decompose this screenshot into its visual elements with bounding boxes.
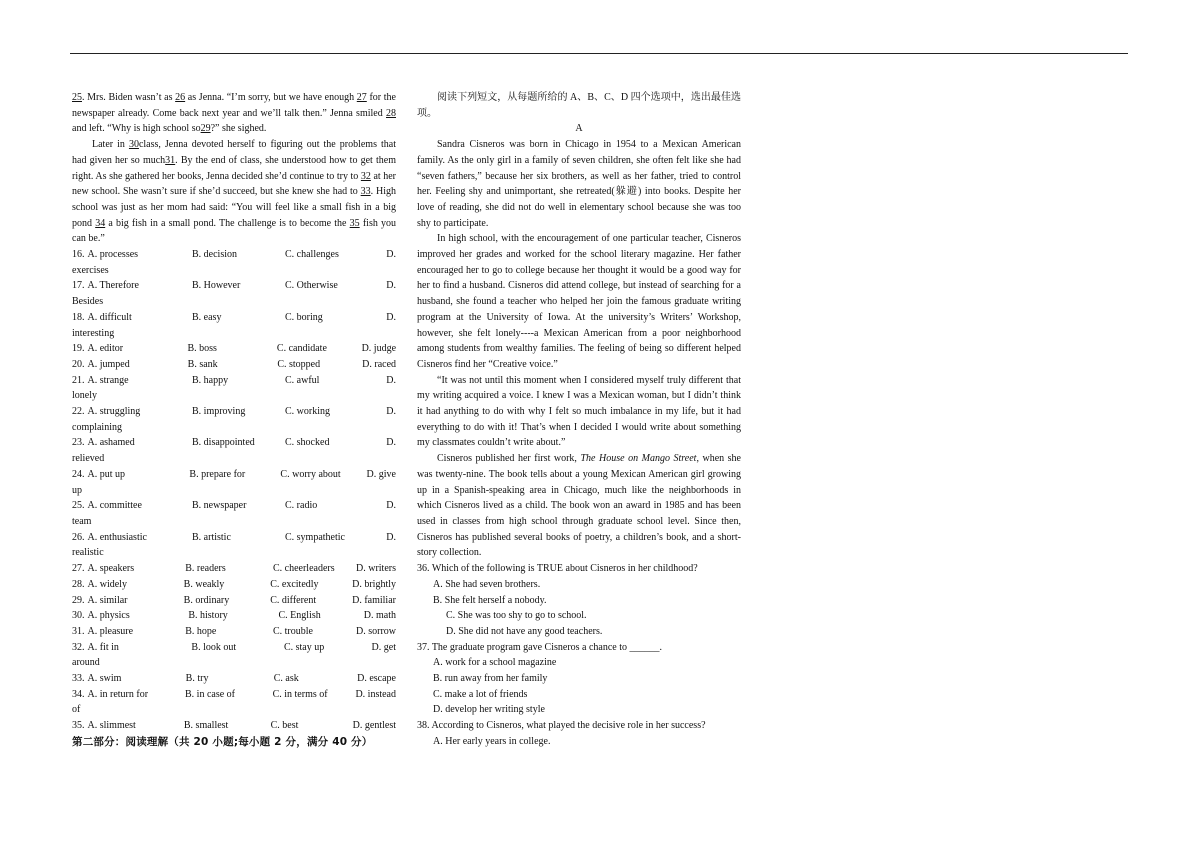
option-c[interactable]: C. best [270,720,299,732]
option-b[interactable]: B. improving [192,406,246,418]
option-a[interactable]: A. enthusiastic [87,531,147,543]
option-number: 20. [72,358,85,370]
option-d-continued[interactable]: lonely [72,390,97,402]
option-row [72,577,396,593]
option-number: 33. [72,673,85,685]
option-d-continued[interactable]: up [72,484,82,496]
question-37: 37. The graduate program gave Cisneros a chance to ______. [417,641,663,653]
option-d[interactable]: D. math [363,610,397,622]
option-c[interactable]: C. worry about [280,468,341,480]
option-b[interactable]: B. readers [185,563,226,575]
q37-choice-c[interactable]: C. make a lot of friends [433,688,528,700]
right-column [417,90,741,750]
option-c[interactable]: C. English [278,610,321,622]
option-row [72,718,396,734]
option-c[interactable]: C. shocked [285,437,330,449]
q36-choice-d[interactable]: D. She did not have any good teachers. [446,625,603,637]
section-heading: 第二部分：阅读理解（共 20 小题;每小题 2 分，满分 40 分） [72,735,373,748]
option-d-continued[interactable]: realistic [72,547,104,559]
option-c[interactable]: C. excitedly [270,578,319,590]
option-a[interactable]: A. editor [87,343,124,355]
option-number: 25. [72,500,85,512]
option-d[interactable]: D. gentlest [352,720,396,732]
q37-choice-a[interactable]: A. work for a school magazine [433,657,557,669]
option-a[interactable]: A. similar [87,594,128,606]
cloze-options-list [72,247,396,734]
option-b[interactable]: B. easy [192,311,222,323]
option-c[interactable]: C. stay up [283,641,325,653]
option-d[interactable]: D. writers [356,563,396,575]
option-a[interactable]: A. strange [87,374,129,386]
option-d-continued[interactable]: complaining [72,421,122,433]
option-number: 31. [72,625,85,637]
option-c[interactable]: C. ask [273,673,299,685]
option-d[interactable]: D. escape [357,673,396,685]
left-column [72,90,396,751]
option-d[interactable]: D. [386,531,396,543]
option-d[interactable]: D. [386,249,396,261]
option-number: 27. [72,563,85,575]
option-number: 30. [72,610,85,622]
option-c[interactable]: C. awful [285,374,320,386]
option-d[interactable]: D. sorrow [356,625,396,637]
option-c[interactable]: C. boring [285,311,323,323]
option-a[interactable]: A. difficult [87,311,132,323]
option-row [72,435,396,451]
option-row [72,530,396,546]
option-a[interactable]: A. put up [87,468,125,480]
option-d[interactable]: D. [386,311,396,323]
passage-paragraph-2: Later in 30class, Jenna devoted herself to figuring out the problems that had given her so much31. By the end of class, she understood how to get them right. As she gathered her books, Jenna decided she’d continue to try to 32 at her new school. She wasn’t sure if she’d succeed, but she knew she had to 33. High school was just as her mom had said: “You will feel like a small fish in a big pond 34 a big fish in a small pond. The challenge is to become the 35 fish you can be.” [72,139,397,245]
option-b[interactable]: B. ordinary [183,594,230,606]
option-row [72,687,396,703]
option-b[interactable]: B. smallest [183,720,229,732]
option-row [72,467,396,483]
option-d[interactable]: D. brightly [352,578,396,590]
option-d[interactable]: D. [386,406,396,418]
option-c[interactable]: C. different [270,594,317,606]
option-row [72,640,396,656]
option-d-continued[interactable]: around [72,657,100,669]
reading-paragraph-3: “It was not until this moment when I considered myself truly different that my writing acquired a voice. I knew I was a Mexican woman, but I didn’t think it had anything to do with why I felt so much imbalance in my life, but it had everything to do with it! That’s when I decided I would write about something my classmates couldn’t write about.” [417,374,741,449]
option-d-continued[interactable]: of [72,704,81,716]
reading-instruction: 阅读下列短文，从每题所给的 A、B、C、D 四个选项中，选出最佳选项。 [417,92,741,119]
option-b[interactable]: B. prepare for [189,468,246,480]
option-b[interactable]: B. hope [185,625,217,637]
option-d[interactable]: D. raced [362,358,397,370]
option-a[interactable]: A. struggling [87,406,141,418]
option-b[interactable]: B. boss [187,343,217,355]
option-row [72,357,396,373]
option-a[interactable]: A. fit in [87,641,119,653]
option-c[interactable]: C. working [285,406,330,418]
option-number: 32. [72,641,85,653]
option-d[interactable]: D. [386,280,396,292]
option-a[interactable]: A. physics [87,610,130,622]
q36-choice-c[interactable]: C. She was too shy to go to school. [446,610,587,622]
option-b[interactable]: B. in case of [185,688,235,700]
option-number: 22. [72,406,85,418]
option-b[interactable]: B. However [192,280,241,292]
option-c[interactable]: C. challenges [285,249,339,261]
option-number: 29. [72,594,85,606]
reading-paragraph-2: In high school, with the encouragement of one particular teacher, Cisneros improved her grades and worked for the school literary magazine. Her father encouraged her to go to college because her thought it would be a good way for her to find a husband. Cisneros did attend college, but instead of searching for a husband, she found a teacher who helped her join the famous graduate writing program at the University of Iowa. At the university’s Writers’ Workshop, however, she felt lonely----a Mexican American from a poor neighborhood among students from wealthy families. The feeling of being so different helped Cisneros find her “Creative voice.” [417,233,741,370]
option-d-continued[interactable]: relieved [72,453,105,465]
option-c[interactable]: C. sympathetic [285,531,345,543]
option-a[interactable]: A. swim [87,673,122,685]
reading-paragraph-4: Cisneros published her first work, The House on Mango Street, when she was twenty-nine. The book tells about a young Mexican American girl growing up in a Spanish-speaking area in Chicago, much like the neighborhoods in which Cisneros lived as a child. The book won an award in 1985 and has been used in classes from high school through graduate school level. Since then, Cisneros has published several books of poetry, a children’s book, and a short-story collection. [417,453,741,559]
option-number: 17. [72,280,85,292]
q37-choice-b[interactable]: B. run away from her family [433,673,548,685]
option-row [72,278,396,294]
option-b[interactable]: B. artistic [192,531,231,543]
reading-paragraph-1: Sandra Cisneros was born in Chicago in 1954 to a Mexican American family. As the only girl in a family of seven children, she often felt like she had “seven fathers,” because her six brothers, as well as her father, tried to control her. Feeling shy and unimportant, she retreated(躲避) into books. Despite her love of reading, she did not do well in elementary school because she was too shy to participate. [417,139,741,229]
option-number: 26. [72,531,85,543]
option-b[interactable]: B. disappointed [192,437,255,449]
q37-choice-d[interactable]: D. develop her writing style [433,704,545,716]
question-38: 38. According to Cisneros, what played the decisive role in her success? [417,720,706,732]
option-row [72,498,396,514]
option-d[interactable]: D. instead [355,688,396,700]
option-d[interactable]: D. give [366,468,396,480]
option-row [72,561,396,577]
option-row [72,624,396,640]
q36-choice-b[interactable]: B. She felt herself a nobody. [433,594,547,606]
option-number: 21. [72,374,85,386]
option-c[interactable]: C. in terms of [272,688,328,700]
option-d[interactable]: D. [386,437,396,449]
option-a[interactable]: A. processes [87,249,139,261]
question-36: 36. Which of the following is TRUE about Cisneros in her childhood? [417,563,698,575]
option-c[interactable]: C. stopped [277,358,321,370]
option-c[interactable]: C. Otherwise [285,280,338,292]
option-number: 16. [72,249,85,261]
option-b[interactable]: B. happy [192,374,229,386]
option-number: 28. [72,578,85,590]
option-row [72,593,396,609]
passage-paragraph-1: 25. Mrs. Biden wasn’t as 26 as Jenna. “I’m sorry, but we have enough 27 for the newspaper already. Come back next year and we’ll talk then.” Jenna smiled 28 and left. “Why is high school so29?” she sighed. [72,92,396,135]
option-number: 18. [72,311,85,323]
q38-choice-a[interactable]: A. Her early years in college. [433,735,551,747]
option-a[interactable]: A. widely [87,578,127,590]
book-title: The House on Mango Street [580,453,697,465]
option-number: 35. [72,720,85,732]
option-row [72,247,396,263]
option-number: 23. [72,437,85,449]
option-c[interactable]: C. candidate [276,343,327,355]
option-a[interactable]: A. slimmest [87,720,136,732]
option-b[interactable]: B. sank [187,358,218,370]
option-number: 19. [72,343,85,355]
option-row [72,404,396,420]
option-d[interactable]: D. get [371,641,396,653]
option-a[interactable]: A. ashamed [87,437,135,449]
option-d[interactable]: D. familiar [352,594,396,606]
option-a[interactable]: A. speakers [87,563,135,575]
option-d-continued[interactable]: team [72,515,92,527]
option-a[interactable]: A. in return for [87,688,149,700]
option-b[interactable]: B. look out [191,641,237,653]
option-d[interactable]: D. [386,374,396,386]
header-rule [70,53,1128,54]
option-d-continued[interactable]: Besides [72,296,104,308]
q36-choice-a[interactable]: A. She had seven brothers. [433,578,541,590]
option-d-continued[interactable]: interesting [72,327,115,339]
option-c[interactable]: C. trouble [272,625,313,637]
option-row [72,373,396,389]
option-a[interactable]: A. Therefore [87,280,139,292]
option-d[interactable]: D. [386,500,396,512]
option-b[interactable]: B. decision [192,249,237,261]
option-d-continued[interactable]: exercises [72,264,109,276]
option-a[interactable]: A. committee [87,500,142,512]
option-b[interactable]: B. try [185,673,209,685]
passage-label: A [575,123,583,135]
option-b[interactable]: B. history [188,610,228,622]
option-b[interactable]: B. newspaper [192,500,247,512]
option-row [72,671,396,687]
option-number: 24. [72,468,85,480]
option-a[interactable]: A. pleasure [87,625,134,637]
option-row [72,608,396,624]
option-d[interactable]: D. judge [361,343,397,355]
option-c[interactable]: C. cheerleaders [272,563,335,575]
option-a[interactable]: A. jumped [87,358,130,370]
option-row [72,310,396,326]
option-c[interactable]: C. radio [285,500,318,512]
option-number: 34. [72,688,85,700]
option-row [72,341,396,357]
option-b[interactable]: B. weakly [183,578,225,590]
